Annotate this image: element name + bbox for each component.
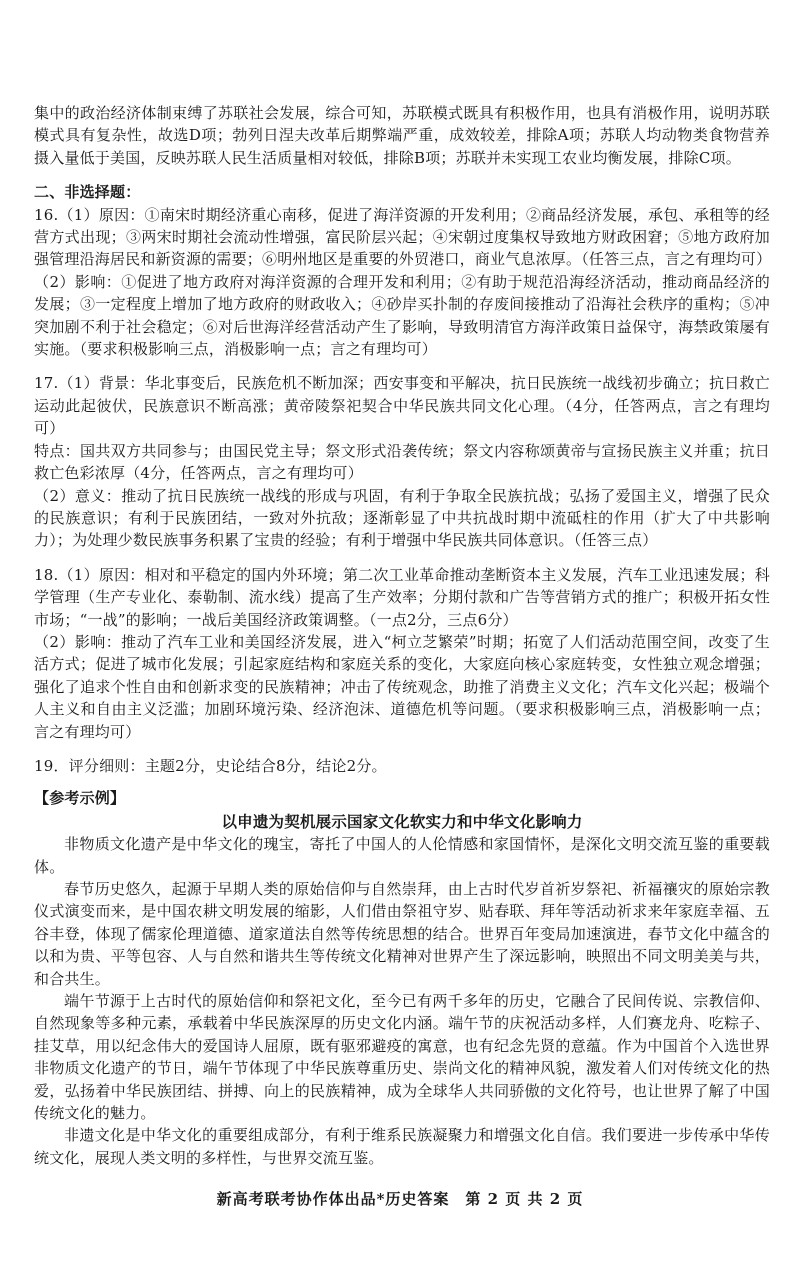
section-title: 二、非选择题： [34,183,141,202]
q16-part1: 16.（1）原因：①南宋时期经济重心南移，促进了海洋资源的开发利用；②商品经济发展，承包、承租等的经营方式出现；③两宋时期社会流动性增强，富民阶层兴起；④宋朝过度集权导致地方财政困窘；⑤地方政府加强管理沿海居民和新资源的需要；⑥明州地区是重要的外贸港口，商业气息浓厚。（任答三点，言之有理均可） [34,205,772,269]
answer-content [34,102,770,1169]
q16-part2: （2）影响：①促进了地方政府对海洋资源的合理开发和利用；②有助于规范沿海经济活动，推动商品经济的发展；③一定程度上增加了地方政府的财政收入；④砂岸买扑制的存废间接推动了沿海社会秩序的重构；⑤冲突加剧不利于社会稳定；⑥对后世海洋经营活动产生了影响，导致明清官方海洋政策日益保守，海禁政策屡有实施。（要求积极影响三点，消极影响一点；言之有理均可） [34,272,770,359]
essay-paragraph: 非物质文化遗产是中华文化的瑰宝，寄托了中国人的人伦情感和家国情怀，是深化文明交流互鉴的重要载体。 [34,835,770,876]
q17-features: 特点：国共双方共同参与；由国民党主导；祭文形式沿袭传统；祭文内容称颂黄帝与宣扬民族主义并重；抗日救亡色彩浓厚（4分，任答两点，言之有理均可） [34,441,770,483]
reference-label: 【参考示例】 [34,789,126,808]
essay-title: 以申遗为契机展示国家文化软实力和中华文化影响力 [221,811,583,831]
essay-paragraph: 春节历史悠久，起源于早期人类的原始信仰与自然崇拜，由上古时代岁首祈岁祭祀、祈福禳灾的原始宗教仪式演变而来，是中国农耕文明发展的缩影，人们借由祭祖守岁、贴春联、拜年等活动祈求来年家庭幸福、五谷丰登，体现了儒家伦理道德、道家道法自然等传统思想的结合。世界百年变局加速演进，春节文化中蕴含的以和为贵、平等包容、人与自然和谐共生等传统文化精神对世界产生了深远影响，映照出不同文明美美与共，和合共生。 [34,880,770,988]
essay-paragraph: 端午节源于上古时代的原始信仰和祭祀文化，至今已有两千多年的历史，它融合了民间传说、宗教信仰、自然现象等多种元素，承载着中华民族深厚的历史文化内涵。端午节的庆祝活动多样，人们赛龙舟、吃粽子、挂艾草，用以纪念伟大的爱国诗人屈原，既有驱邪避疫的寓意，也有纪念先贤的意蕴。作为中国首个入选世界非物质文化遗产的节日，端午节体现了中华民族尊重历史、崇尚文化的精神风貌，激发着人们对传统文化的热爱，弘扬着中华民族团结、拼搏、向上的民族精神，成为全球华人共同骄傲的文化符号，也让世界了解了中国传统文化的魅力。 [34,992,770,1123]
q18-impact: （2）影响：推动了汽车工业和美国经济发展，进入“柯立芝繁荣”时期；拓宽了人们活动范围空间，改变了生活方式；促进了城市化发展；引起家庭结构和家庭关系的变化，大家庭向核心家庭转变，女性独立观念增强；强化了追求个性自由和创新求变的民族精神；冲击了传统观念，助推了消费主义文化；汽车文化兴起；极端个人主义和自由主义泛滥；加剧环境污染、经济泡沫、道德危机等问题。（要求积极影响三点，消极影响一点；言之有理均可） [34,632,770,741]
essay-paragraph: 非遗文化是中华文化的重要组成部分，有利于维系民族凝聚力和增强文化自信。我们要进一步传承中华传统文化，展现人类文明的多样性，与世界交流互鉴。 [34,1126,770,1167]
page-footer: 新高考联考协作体出品*历史答案 第 2 页 共 2 页 [216,1190,584,1208]
q18-reasons: 18.（1）原因：相对和平稳定的国内外环境；第二次工业革命推动垄断资本主义发展，汽车工业迅速发展；科学管理（生产专业化、泰勒制、流水线）提高了生产效率；分期付款和广告等营销方式的推广；积极开拓女性市场；“一战”的影响；一战后美国经济政策调整。（一点2分，三点6分） [34,565,770,629]
q19-scoring: 19．评分细则：主题2分，史论结合8分，结论2分。 [34,756,387,775]
q17-significance: （2）意义：推动了抗日民族统一战线的形成与巩固，有利于争取全民族抗战；弘扬了爱国主义，增强了民众的民族意识；有利于民族团结，一致对外抗敌；逐渐彰显了中共抗战时期中流砥柱的作用（扩大了中共影响力）；为处理少数民族事务积累了宝贵的经验；有利于增强中华民族共同体意识。（任答三点） [34,486,770,550]
q17-background: 17.（1）背景：华北事变后，民族危机不断加深；西安事变和平解决，抗日民族统一战线初步确立；抗日救亡运动此起彼伏，民族意识不断高涨；黄帝陵祭祀契合中华民族共同文化心理。（4分，任答两点，言之有理均可） [34,374,770,438]
intro-paragraph: 集中的政治经济体制束缚了苏联社会发展，综合可知，苏联模式既具有积极作用，也具有消极作用，说明苏联模式具有复杂性，故选D项；勃列日涅夫改革后期弊端严重，成效较差，排除A项；苏联人均动物类食物营养摄入量低于美国，反映苏联人民生活质量相对较低，排除B项；苏联并未实现工农业均衡发展，排除C项。 [34,104,770,167]
